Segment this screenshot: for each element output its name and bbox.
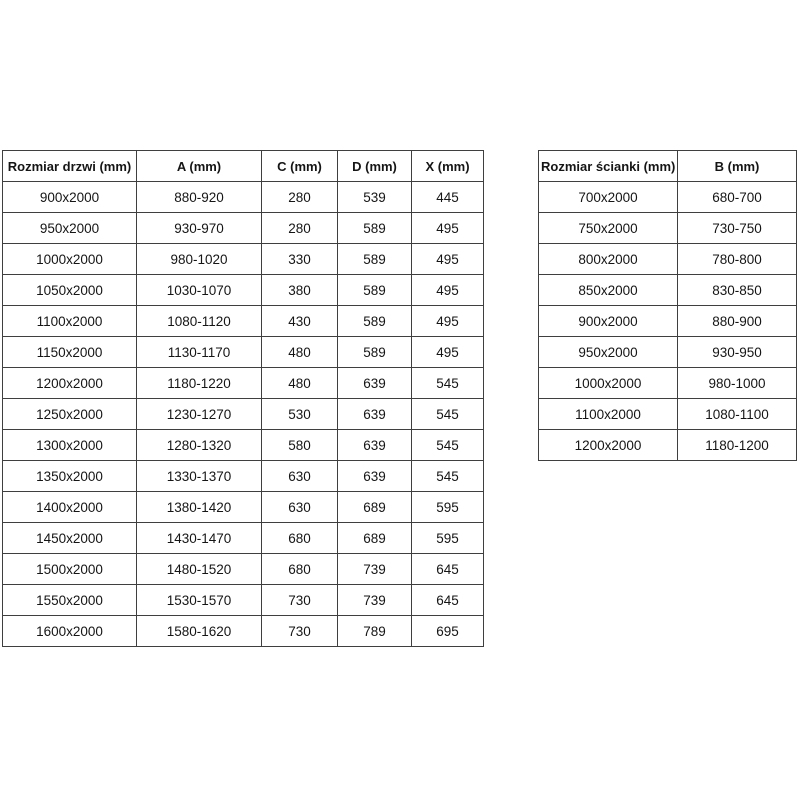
table-cell: 1480-1520 <box>137 554 262 585</box>
table-cell: 1080-1100 <box>678 399 797 430</box>
table-cell: 700x2000 <box>539 182 678 213</box>
table-cell: 730-750 <box>678 213 797 244</box>
table-row <box>3 554 484 585</box>
table-cell: 530 <box>262 399 338 430</box>
table-row <box>3 368 484 399</box>
table-cell: 589 <box>338 337 412 368</box>
table-row <box>3 523 484 554</box>
table-row <box>3 430 484 461</box>
table-cell: 545 <box>412 461 484 492</box>
table-cell: 280 <box>262 213 338 244</box>
table-cell: 1330-1370 <box>137 461 262 492</box>
table-cell: 930-970 <box>137 213 262 244</box>
table-cell: 589 <box>338 213 412 244</box>
column-header: A (mm) <box>137 151 262 182</box>
table-cell: 545 <box>412 368 484 399</box>
table-cell: 580 <box>262 430 338 461</box>
table-cell: 1050x2000 <box>3 275 137 306</box>
table-cell: 495 <box>412 337 484 368</box>
table-cell: 1180-1220 <box>137 368 262 399</box>
table-cell: 1180-1200 <box>678 430 797 461</box>
door-size-table <box>2 150 484 647</box>
table-cell: 639 <box>338 461 412 492</box>
table-cell: 645 <box>412 554 484 585</box>
table-cell: 980-1000 <box>678 368 797 399</box>
table-row <box>539 430 797 461</box>
table-cell: 1530-1570 <box>137 585 262 616</box>
column-header: Rozmiar drzwi (mm) <box>3 151 137 182</box>
table-cell: 380 <box>262 275 338 306</box>
table-row <box>3 182 484 213</box>
table-cell: 680 <box>262 554 338 585</box>
wall-size-table <box>538 150 797 461</box>
wall-table-header-row <box>539 151 797 182</box>
table-cell: 495 <box>412 275 484 306</box>
table-cell: 739 <box>338 585 412 616</box>
table-cell: 680 <box>262 523 338 554</box>
table-cell: 900x2000 <box>3 182 137 213</box>
table-row <box>539 213 797 244</box>
table-row <box>3 461 484 492</box>
table-row <box>539 368 797 399</box>
table-cell: 1280-1320 <box>137 430 262 461</box>
table-cell: 639 <box>338 430 412 461</box>
table-cell: 539 <box>338 182 412 213</box>
table-cell: 1150x2000 <box>3 337 137 368</box>
column-header: B (mm) <box>678 151 797 182</box>
table-row <box>3 306 484 337</box>
table-cell: 1200x2000 <box>539 430 678 461</box>
table-row <box>3 275 484 306</box>
table-row <box>3 244 484 275</box>
table-row <box>539 244 797 275</box>
table-cell: 639 <box>338 399 412 430</box>
table-cell: 739 <box>338 554 412 585</box>
table-cell: 1450x2000 <box>3 523 137 554</box>
table-cell: 950x2000 <box>539 337 678 368</box>
table-cell: 589 <box>338 244 412 275</box>
table-cell: 789 <box>338 616 412 647</box>
table-cell: 1430-1470 <box>137 523 262 554</box>
table-cell: 495 <box>412 244 484 275</box>
table-row <box>3 585 484 616</box>
table-cell: 780-800 <box>678 244 797 275</box>
table-cell: 1130-1170 <box>137 337 262 368</box>
table-cell: 1600x2000 <box>3 616 137 647</box>
table-row <box>539 306 797 337</box>
table-cell: 730 <box>262 616 338 647</box>
table-cell: 689 <box>338 492 412 523</box>
table-cell: 1300x2000 <box>3 430 137 461</box>
table-cell: 1350x2000 <box>3 461 137 492</box>
table-cell: 1100x2000 <box>3 306 137 337</box>
table-cell: 1030-1070 <box>137 275 262 306</box>
table-cell: 1000x2000 <box>3 244 137 275</box>
table-cell: 1500x2000 <box>3 554 137 585</box>
table-cell: 680-700 <box>678 182 797 213</box>
table-cell: 930-950 <box>678 337 797 368</box>
door-table-header-row <box>3 151 484 182</box>
table-cell: 595 <box>412 523 484 554</box>
table-cell: 1400x2000 <box>3 492 137 523</box>
table-cell: 495 <box>412 213 484 244</box>
table-cell: 830-850 <box>678 275 797 306</box>
column-header: C (mm) <box>262 151 338 182</box>
table-cell: 900x2000 <box>539 306 678 337</box>
column-header: X (mm) <box>412 151 484 182</box>
table-cell: 1000x2000 <box>539 368 678 399</box>
table-cell: 695 <box>412 616 484 647</box>
table-cell: 980-1020 <box>137 244 262 275</box>
table-cell: 639 <box>338 368 412 399</box>
table-cell: 1200x2000 <box>3 368 137 399</box>
table-cell: 589 <box>338 306 412 337</box>
table-cell: 800x2000 <box>539 244 678 275</box>
table-cell: 330 <box>262 244 338 275</box>
table-cell: 1380-1420 <box>137 492 262 523</box>
table-row <box>3 337 484 368</box>
table-cell: 480 <box>262 337 338 368</box>
table-row <box>539 275 797 306</box>
table-cell: 645 <box>412 585 484 616</box>
table-row <box>3 492 484 523</box>
column-header: Rozmiar ścianki (mm) <box>539 151 678 182</box>
table-row <box>539 337 797 368</box>
table-row <box>3 399 484 430</box>
table-cell: 1100x2000 <box>539 399 678 430</box>
table-cell: 445 <box>412 182 484 213</box>
table-cell: 1250x2000 <box>3 399 137 430</box>
table-cell: 595 <box>412 492 484 523</box>
table-row <box>3 213 484 244</box>
table-cell: 1230-1270 <box>137 399 262 430</box>
table-cell: 430 <box>262 306 338 337</box>
table-cell: 545 <box>412 430 484 461</box>
table-cell: 880-920 <box>137 182 262 213</box>
table-cell: 280 <box>262 182 338 213</box>
table-cell: 689 <box>338 523 412 554</box>
table-cell: 545 <box>412 399 484 430</box>
table-cell: 630 <box>262 492 338 523</box>
table-cell: 630 <box>262 461 338 492</box>
table-row <box>3 616 484 647</box>
table-cell: 495 <box>412 306 484 337</box>
table-cell: 950x2000 <box>3 213 137 244</box>
table-cell: 480 <box>262 368 338 399</box>
table-cell: 730 <box>262 585 338 616</box>
table-cell: 750x2000 <box>539 213 678 244</box>
table-cell: 850x2000 <box>539 275 678 306</box>
table-cell: 1080-1120 <box>137 306 262 337</box>
table-row <box>539 182 797 213</box>
column-header: D (mm) <box>338 151 412 182</box>
table-cell: 1550x2000 <box>3 585 137 616</box>
table-cell: 589 <box>338 275 412 306</box>
table-cell: 1580-1620 <box>137 616 262 647</box>
table-row <box>539 399 797 430</box>
table-cell: 880-900 <box>678 306 797 337</box>
